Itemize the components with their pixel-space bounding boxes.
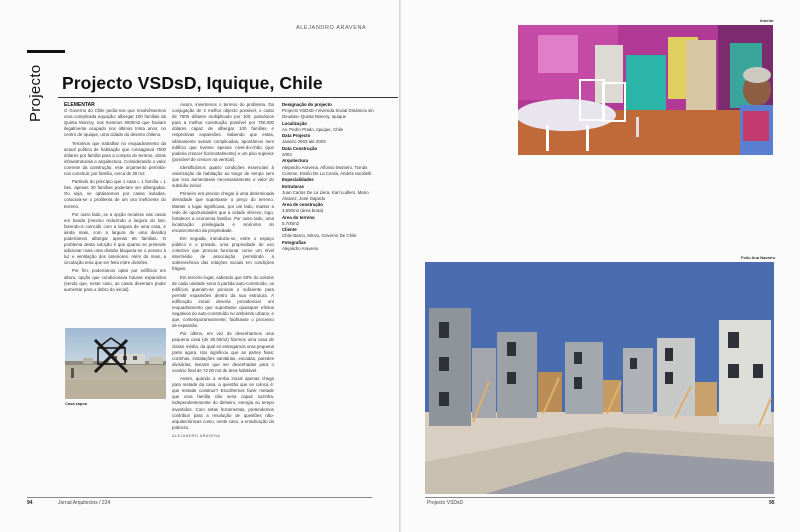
article-title: Projecto VSDsD, Iquique, Chile bbox=[62, 73, 323, 93]
body-column-1 bbox=[64, 102, 166, 295]
page-number: 95 bbox=[769, 500, 775, 506]
paragraph: Assim, quando a verba inicial apenas chega para metade da casa, a questão que se coloca é: que metade construir? Escolhemos fazer metade que uma família não seria capaz sozinha, independentemente do dinheiro, energia ou tempo investidos. Com estas ferramentas, pretendemos contribuir para a resolução de questões não-arquitectónicas como, neste caso, a erradicação da pobreza. bbox=[172, 376, 274, 430]
site-photo bbox=[65, 328, 166, 399]
credit-block: Especialidades bbox=[282, 177, 314, 183]
photo-caption: Casa zapon bbox=[65, 401, 88, 406]
credit-block: Fotografias Alejandro Aravena bbox=[282, 239, 318, 252]
paragraph: Assim, invertemos o terreno do problema. Da conjugação de 2 melhor objecto possível, o custo de 7500 dólares multiplicado por 100, passámos para a melhor construção possível por 750.000 dólares capaz de albergar 100 famílias e respectivas expansões. Sabendo que estas, ultimamente seriam complicadas, apontámos nem edifício que tivesse apenas nível-do-chão (que poderia crescer horizontalmente) e um piso superior (possível de crescer na vertical). bbox=[172, 102, 274, 162]
housing-photo bbox=[425, 262, 774, 494]
paragraph: Primeiro era preciso chegar à uma determinada densidade que suportasse o preço do terreno. Manter o lugar significava, por um lado, manter a rede de oportunidades que a cidade oferece, logo, fortalecer a economia familiar. Por outro lado, uma localização privilegiada é sinónima do encarecimento da propriedade. bbox=[172, 191, 274, 233]
paragraph: Por último, em vez de desenharmos uma pequena casa (de 30.00m2) fizemos uma casa de classe média, da qual só entregamos uma pequena parte agora. Isto significou que as partes fixas: cozinhas, instalações sanitárias, escadas, paredes divisórias, tiveram que ser desenhadas para o cenário final de 72.00 m2 de área habitável. bbox=[172, 331, 274, 373]
author-signoff: ALEJANDRO ARAVENA bbox=[172, 433, 221, 438]
running-author: ALEJANDRO ARAVENA bbox=[296, 25, 367, 31]
credit-block: Localização Av. Pedro Prado, Iquique, Chile bbox=[282, 120, 344, 132]
credit-block: Designação do projecto Projecto VSDsD «Vivienda Social Dinámica sin Deudas» Quinta Monroy, Iquique bbox=[282, 102, 374, 120]
credit-block: Estruturas Juan Carlos De La Llera, Karl Ludlers, Mario Álvarez, José Gajardo bbox=[282, 183, 369, 201]
interior-photo bbox=[518, 25, 773, 155]
section-rule bbox=[27, 50, 65, 53]
left-page bbox=[0, 0, 399, 532]
paragraph: Teríamos que trabalhar no enquadramento da actual política de habitação que consagrava 7500 dólares por família para a compra do terreno, obras infraestruturais e arquitectura. Considerando o valor corrente da construção, este orçamento permitia-nos construir, por família, cerca de 30 m2. bbox=[64, 140, 166, 177]
running-title: Projecto VSDsD bbox=[427, 500, 464, 506]
journal-name: Jornal Arquitectos / 224 bbox=[58, 500, 111, 506]
credit-block: Área do terreno 5,700m2 bbox=[282, 214, 315, 226]
credit-block: Área de construção 3,500m2 (área bruta) bbox=[282, 202, 324, 214]
paragraph: Em terceiro lugar, sabendo que 50% do volume de cada unidade seria à partida auto-construído, os edifícios queriam-se porosos o suficiente para permitir expansões dentro da sua estrutura. A edificação inicial deveria providenciar um enquadramento que suportasse quaisquer efeitos negativos do auto-construído no ambiente urbano, e que, contemporaneamente, facilitasse o processo de expansão. bbox=[172, 274, 274, 329]
title-rule bbox=[58, 97, 398, 98]
paragraph: Por fim, poderíamos optar por edifícios em altura, opção que condicionava futuras expansões (sendo que, neste caso, as casas deveriam poder aumentar para o dobro do inicial). bbox=[64, 268, 166, 292]
credit-block: Arquitectura Alejandro Aravena, Alfonso Montero, Tomás Cortese, Emilio De La Cerda, Andrés Iacobelli bbox=[282, 158, 372, 176]
credit-block: Data Projecto Janeiro 2003 até 2003 bbox=[282, 133, 326, 145]
page-number: 94 bbox=[27, 500, 33, 506]
paragraph: Por outro lado, se a opção recaísse nas casas em banda (mesmo reduzindo a largura do lote, fazendo-a coincidir com a largura de uma casa, e ainda mais, com a largura de uma divisão) poderíamos albergar apenas 66 famílias. O problema desta solução é que quanto se pretende adicionar mais uma divisão bloqueia-se o acesso à luz e ventilação dos anteriores. Além do mais, a circulação teria que ser feita entre divisões. bbox=[64, 211, 166, 266]
footer-rule bbox=[425, 497, 775, 498]
kicker: ELEMENTAR bbox=[64, 102, 95, 108]
footer-rule bbox=[27, 497, 372, 498]
section-label-text: Projecto bbox=[27, 64, 44, 122]
photo-caption: Interior bbox=[760, 18, 774, 23]
paragraph: O Governo do Chile pediu-nos que resolvêssemos uma complicada equação: albergar 100 famílias da Quinta Monroy, nos mesmos 5000m2 que haviam ilegalmente ocupado nos últimos trinta anos, no centro de Iquique, uma cidade do deserto chileno. bbox=[64, 108, 166, 138]
paragraph: Em seguida, introduziu-se, entre o espaço público e o privado, uma propriedade de uso colectivo que procura funcionar como um nível intermédio de associação permitindo a sobrevivência das relações sociais em condições frágeis. bbox=[172, 235, 274, 272]
credit-block: Cliente Chile Barrio, Minvu, Governo De Chile bbox=[282, 227, 357, 239]
body-column-2 bbox=[172, 102, 274, 439]
credit-block: Data Construção 2004 bbox=[282, 145, 318, 157]
credits-column bbox=[282, 102, 376, 253]
paragraph: Partindo do princípio que 1 casa = 1 família = 1 lote, apenas 30 famílias poderiam ser albergadas. Ou seja, se optássemos por casas isoladas, colocava-se o problema de um uso ineficiente do terreno. bbox=[64, 179, 166, 209]
paragraph: Identificámos quatro condições essenciais à valorização da habitação ao longo de tempo sem que isso aumentasse necessariamente o valor do subsídio inicial. bbox=[172, 164, 274, 189]
photo-caption: Folio Ana Navarro bbox=[741, 255, 776, 260]
right-page bbox=[401, 0, 800, 532]
